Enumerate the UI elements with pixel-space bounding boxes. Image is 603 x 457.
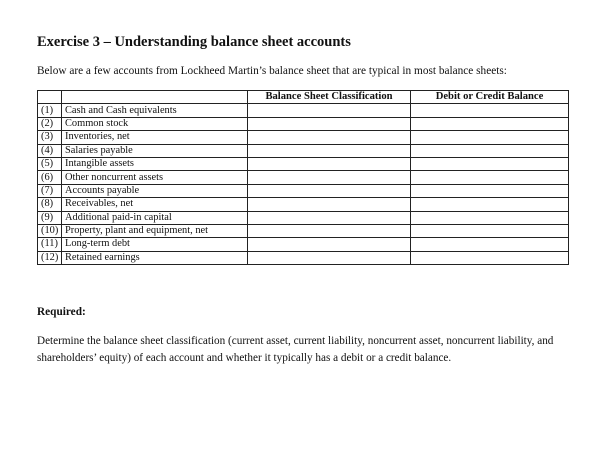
header-account bbox=[62, 91, 248, 104]
account-name: Retained earnings bbox=[62, 251, 248, 264]
classification-cell[interactable] bbox=[248, 211, 411, 224]
balance-cell[interactable] bbox=[411, 104, 569, 117]
row-number: (7) bbox=[38, 184, 62, 197]
balance-cell[interactable] bbox=[411, 171, 569, 184]
balance-cell[interactable] bbox=[411, 117, 569, 130]
table-row bbox=[38, 211, 569, 224]
balance-cell[interactable] bbox=[411, 211, 569, 224]
row-number: (6) bbox=[38, 171, 62, 184]
row-number: (9) bbox=[38, 211, 62, 224]
row-number: (10) bbox=[38, 224, 62, 237]
required-instructions: Determine the balance sheet classification (current asset, current liability, noncurrent asset, noncurrent liability, and shareholders’ equity) of each account and whether it typically has a debit or a credit balance. bbox=[37, 335, 554, 364]
classification-cell[interactable] bbox=[248, 224, 411, 237]
classification-cell[interactable] bbox=[248, 184, 411, 197]
classification-cell[interactable] bbox=[248, 157, 411, 170]
classification-cell[interactable] bbox=[248, 117, 411, 130]
row-number: (8) bbox=[38, 198, 62, 211]
header-classification: Balance Sheet Classification bbox=[248, 91, 411, 104]
account-name: Property, plant and equipment, net bbox=[62, 224, 248, 237]
table-row bbox=[38, 117, 569, 130]
required-label: Required: bbox=[37, 306, 86, 318]
classification-cell[interactable] bbox=[248, 104, 411, 117]
row-number: (2) bbox=[38, 117, 62, 130]
balance-cell[interactable] bbox=[411, 144, 569, 157]
classification-cell[interactable] bbox=[248, 238, 411, 251]
balance-cell[interactable] bbox=[411, 238, 569, 251]
classification-cell[interactable] bbox=[248, 131, 411, 144]
account-name: Common stock bbox=[62, 117, 248, 130]
row-number: (3) bbox=[38, 131, 62, 144]
row-number: (1) bbox=[38, 104, 62, 117]
table-row bbox=[38, 198, 569, 211]
row-number: (11) bbox=[38, 238, 62, 251]
row-number: (4) bbox=[38, 144, 62, 157]
accounts-table bbox=[37, 90, 569, 265]
account-name: Long-term debt bbox=[62, 238, 248, 251]
table-row bbox=[38, 224, 569, 237]
row-number: (12) bbox=[38, 251, 62, 264]
classification-cell[interactable] bbox=[248, 144, 411, 157]
balance-cell[interactable] bbox=[411, 184, 569, 197]
table-row bbox=[38, 131, 569, 144]
exercise-title: Exercise 3 – Understanding balance sheet accounts bbox=[37, 34, 351, 50]
table-header-row bbox=[38, 91, 569, 104]
account-name: Inventories, net bbox=[62, 131, 248, 144]
classification-cell[interactable] bbox=[248, 198, 411, 211]
balance-cell[interactable] bbox=[411, 131, 569, 144]
table-row bbox=[38, 144, 569, 157]
table-row bbox=[38, 251, 569, 264]
balance-cell[interactable] bbox=[411, 251, 569, 264]
table-row bbox=[38, 171, 569, 184]
table-row bbox=[38, 104, 569, 117]
row-number: (5) bbox=[38, 157, 62, 170]
balance-cell[interactable] bbox=[411, 157, 569, 170]
account-name: Intangible assets bbox=[62, 157, 248, 170]
table-row bbox=[38, 157, 569, 170]
classification-cell[interactable] bbox=[248, 251, 411, 264]
table-row bbox=[38, 184, 569, 197]
header-balance: Debit or Credit Balance bbox=[411, 91, 569, 104]
account-name: Other noncurrent assets bbox=[62, 171, 248, 184]
account-name: Receivables, net bbox=[62, 198, 248, 211]
classification-cell[interactable] bbox=[248, 171, 411, 184]
header-number bbox=[38, 91, 62, 104]
table-row bbox=[38, 238, 569, 251]
account-name: Additional paid-in capital bbox=[62, 211, 248, 224]
balance-cell[interactable] bbox=[411, 198, 569, 211]
exercise-intro: Below are a few accounts from Lockheed Martin’s balance sheet that are typical in most balance sheets: bbox=[37, 65, 507, 77]
account-name: Cash and Cash equivalents bbox=[62, 104, 248, 117]
account-name: Salaries payable bbox=[62, 144, 248, 157]
account-name: Accounts payable bbox=[62, 184, 248, 197]
balance-cell[interactable] bbox=[411, 224, 569, 237]
